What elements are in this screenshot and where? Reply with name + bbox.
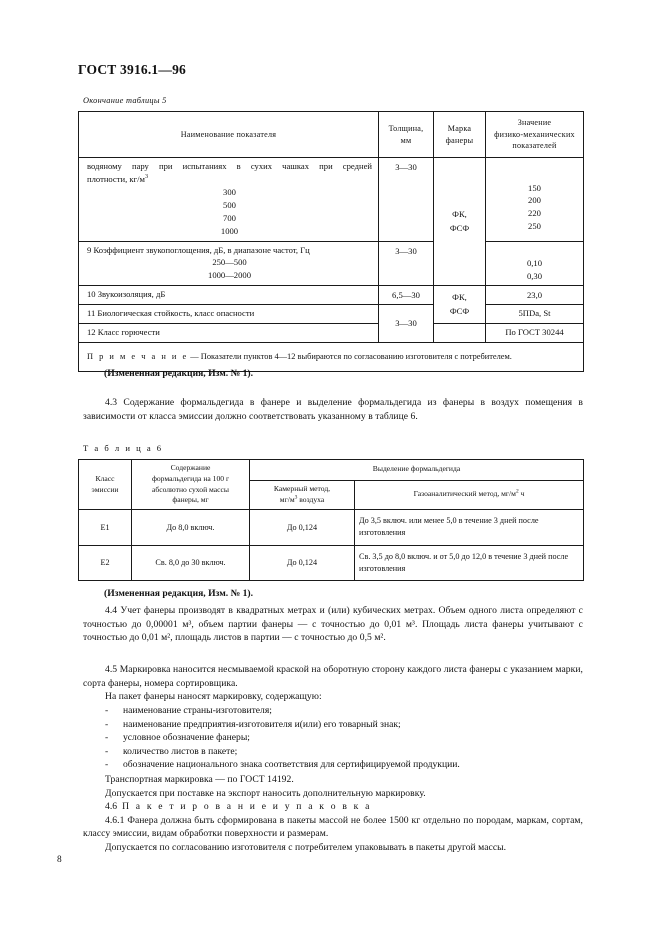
table5-row0-name-line2-text: плотности, кг/м <box>87 174 145 185</box>
table6-row0-class: Е1 <box>79 510 132 546</box>
table5-col-value <box>486 112 584 158</box>
table6-col-content <box>132 460 250 510</box>
table5-header-row <box>79 112 584 158</box>
table6-row0-chamber: До 0,124 <box>250 510 355 546</box>
tail-block <box>83 773 583 855</box>
table6-col-chamber-unit-post: воздуха <box>297 494 325 504</box>
dash-bullet: - <box>105 718 109 730</box>
table5-row1-value-1: 0,30 <box>526 270 543 281</box>
table5-col-thickness-line2: мм <box>400 135 412 145</box>
table5 <box>78 111 583 372</box>
table5-row0-value-1: 200 <box>528 195 541 206</box>
table-row <box>79 510 584 546</box>
table5-row1-thickness: 3—30 <box>379 241 434 286</box>
table6-header-row-1 <box>79 460 584 481</box>
table5-row2-brand-line1: ФК, <box>452 292 467 303</box>
table5-row0-values <box>486 158 584 241</box>
table5-col-value-line3: показателей <box>512 141 557 151</box>
paragraph-export: Допускается при поставке на экспорт наносить дополнительную маркировку. <box>105 787 426 799</box>
table5-col-brand-line2: фанеры <box>445 135 474 145</box>
paragraph-4-5: 4.5 Маркировка наносится несмываемой краской на оборотную сторону каждого листа фанеры с указанием марки, сорта фанеры, номера сортировщика. <box>83 664 583 689</box>
paragraph-4-6-2: Допускается по согласованию изготовителя с потребителем упаковывать в пакеты другой массы. <box>105 842 507 854</box>
table5-row1-name-line1: 9 Коэффициент звукопоглощения, дБ, в диапазоне частот, Гц <box>87 244 310 255</box>
table6-col-emission-group: Выделение формальдегида <box>250 460 584 481</box>
table6-col-chamber <box>250 480 355 510</box>
table6-row0-content: До 8,0 включ. <box>132 510 250 546</box>
table5-caption: Окончание таблицы 5 <box>83 96 167 105</box>
list-item-label: условное обозначение фанеры; <box>123 732 250 744</box>
table6-caption: Т а б л и ц а 6 <box>83 443 164 453</box>
table5-row3-name: 11 Биологическая стойкость, класс опасности <box>79 305 379 324</box>
table5-row4-value: По ГОСТ 30244 <box>486 324 584 343</box>
paragraph-package-intro: На пакет фанеры наносят маркировку, содержащую: <box>105 691 322 702</box>
table5-row1-value-0: 0,10 <box>526 257 543 268</box>
table6-col-content-line3: абсолютно сухой массы <box>151 484 230 494</box>
table5-row1-values <box>486 241 584 286</box>
table6-col-chamber-line2 <box>280 495 324 504</box>
table5-col-brand-line1: Марка <box>447 123 472 133</box>
table5-row0-sub-3: 1000 <box>220 225 239 236</box>
table6-row1-class: Е2 <box>79 545 132 581</box>
table5-col-thickness <box>379 112 434 158</box>
table-row <box>79 305 584 324</box>
table-row <box>79 545 584 581</box>
table5-row2-thickness: 6,5—30 <box>379 286 434 305</box>
table5-row0-brand <box>434 158 486 286</box>
table6-col-chamber-unit-sup: 3 <box>294 494 298 501</box>
table5-row1-sub-1: 1000—2000 <box>208 270 251 281</box>
section-4-6-number: 4.6 <box>105 801 118 813</box>
table6-col-chamber-line1: Камерный метод, <box>273 484 331 494</box>
table5-row0-thickness: 3—30 <box>379 158 434 241</box>
table6-col-class <box>79 460 132 510</box>
table5-note-label: П р и м е ч а н и е <box>87 351 189 361</box>
table5-col-value-line2: физико-механических <box>494 129 575 139</box>
page-title: ГОСТ 3916.1—96 <box>78 62 186 77</box>
paragraph-4-3: 4.3 Содержание формальдегида в фанере и выделение формальдегида из фанеры в воздух помещения в зависимости от класса эмиссии должно соответствовать указанному в таблице 6. <box>83 397 583 422</box>
table6-col-class-line1: Класс <box>95 473 115 483</box>
table-row <box>79 324 584 343</box>
dash-bullet: - <box>105 745 109 757</box>
table5-row0-sub-0: 300 <box>223 186 236 197</box>
table-row <box>79 241 584 286</box>
table6-col-gas-pre: Газоаналитический метод, мг/м <box>413 489 516 499</box>
table5-row2-brand <box>434 286 486 324</box>
table5-row0-sub-values <box>87 186 372 238</box>
table6-col-content-line4: фанеры, мг <box>172 495 209 505</box>
table5-row0-sub-2: 700 <box>223 212 236 223</box>
table6-row1-gas: Св. 3,5 до 8,0 включ. и от 5,0 до 12,0 в течение 3 дней после изготовления <box>355 545 584 581</box>
table5-row0-value-2: 220 <box>528 208 541 219</box>
list-item-label: количество листов в пакете; <box>123 745 238 757</box>
table6-row0-gas: До 3,5 включ. или менее 5,0 в течение 3 дней после изготовления <box>355 510 584 546</box>
section-4-6-heading <box>83 800 583 814</box>
table6-col-gas <box>355 480 584 510</box>
table5-row0-name-line2 <box>87 174 148 184</box>
page-number: 8 <box>57 855 62 865</box>
table6-col-content-line1: Содержание <box>170 463 211 472</box>
table5-col-brand <box>434 112 486 158</box>
list-item <box>83 731 583 745</box>
table6-col-gas-post: ч <box>518 489 525 499</box>
table5-row2-brand-line2: ФСФ <box>449 305 470 316</box>
table5-row0-value-3: 250 <box>528 221 541 232</box>
paragraph-transport: Транспортная маркировка — по ГОСТ 14192. <box>105 774 294 785</box>
table5-row1-sub-0: 250—500 <box>212 257 247 268</box>
list-item <box>83 704 583 718</box>
table5-row0-name-line1: водяному пару при испытаниях в сухих чашках при средней <box>87 161 372 172</box>
paragraph-4-6-1: 4.6.1 Фанера должна быть сформирована в пакеты массой не более 1500 кг отдельно по породам, маркам, сортам, классу эмиссии, видам обработки поверхности и размерам. <box>83 814 583 840</box>
table5-row1-name <box>79 241 379 286</box>
table6-row1-chamber: До 0,124 <box>250 545 355 581</box>
table6-col-gas-sup: 2 <box>515 488 519 495</box>
table5-row0-sub-1: 500 <box>223 199 236 210</box>
table5-col-value-line1: Значение <box>517 118 552 127</box>
table5-note-text: — Показатели пунктов 4—12 выбираются по согласованию изготовителя с потребителем. <box>188 351 512 361</box>
edit-note-2: (Измененная редакция, Изм. № 1). <box>104 588 254 599</box>
marking-list <box>83 704 583 772</box>
dash-bullet: - <box>105 759 109 771</box>
list-item <box>83 718 583 732</box>
section-4-6-title: П а к е т и р о в а н и е и у п а к о в к а <box>122 801 372 813</box>
dash-bullet: - <box>105 705 109 716</box>
table5-row3-value: 5ПDa, St <box>486 305 584 324</box>
table6 <box>78 459 583 581</box>
table6-col-chamber-unit: мг/м <box>279 494 295 504</box>
table6-col-class-line2: эмиссии <box>91 484 119 494</box>
table5-row4-name: 12 Класс горючести <box>79 324 379 343</box>
table5-col-thickness-line1: Толщина, <box>388 123 424 133</box>
table-row <box>79 158 584 241</box>
paragraph-4-4: 4.4 Учет фанеры производят в квадратных метрах и (или) кубических метрах. Объем одного листа определяют с точностью до 0,00001 м³, объем партии фанеры — с точностью до 0,01 м³. Площадь листа фанеры учитывают с точностью до 0,01 м², площадь листов в партии — с точностью до 0,5 м². <box>83 605 583 644</box>
list-item-label: наименование предприятия-изготовителя и(или) его товарный знак; <box>123 718 401 730</box>
edit-note-1: (Измененная редакция, Изм. № 1). <box>104 368 254 379</box>
table5-row2-name: 10 Звукоизоляция, дБ <box>79 286 379 305</box>
table5-row0-name <box>79 158 379 241</box>
table-row <box>79 286 584 305</box>
table5-row0-name-line2-sup: 3 <box>144 173 149 181</box>
table5-row2-value: 23,0 <box>486 286 584 305</box>
list-item <box>83 745 583 759</box>
table5-row0-brand-line1: ФК, <box>452 209 467 220</box>
list-item-label: обозначение национального знака соответствия для сертифицируемой продукции. <box>123 759 460 771</box>
list-item-label: наименование страны-изготовителя; <box>123 705 272 716</box>
table5-row1-sub-values <box>87 256 372 282</box>
table5-row0-brand-line2: ФСФ <box>449 222 470 233</box>
table5-col-name: Наименование показателя <box>79 112 379 158</box>
table5-row3-thickness: 3—30 <box>379 305 434 343</box>
table6-row1-content: Св. 8,0 до 30 включ. <box>132 545 250 581</box>
dash-bullet: - <box>105 732 109 744</box>
table5-row0-value-0: 150 <box>528 182 541 193</box>
list-item <box>83 758 583 772</box>
table6-col-content-line2: формальдегида на 100 г <box>151 473 230 483</box>
table5-row4-brand <box>434 324 486 343</box>
